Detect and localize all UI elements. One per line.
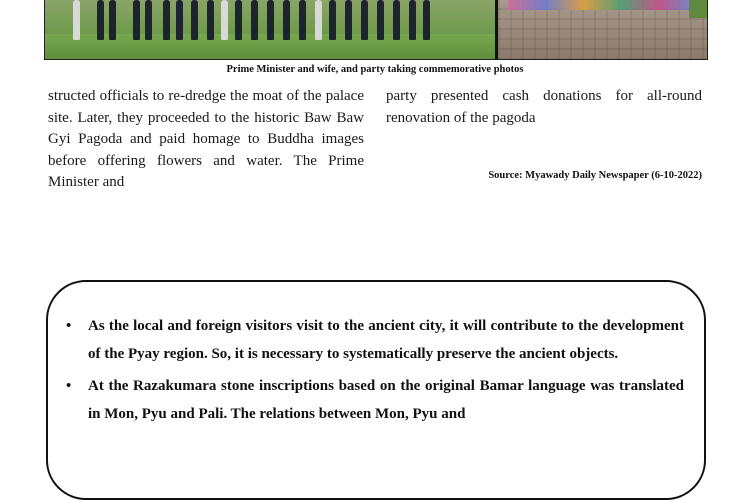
person-figure [267,0,274,40]
photo-strip [44,0,708,60]
person-figure [97,0,104,40]
person-figure [361,0,368,40]
key-points-box [46,280,706,500]
photo-caption: Prime Minister and wife, and party taking commemorative photos [226,64,524,75]
person-figure [329,0,336,40]
list-item [66,312,684,368]
list-item [66,372,684,428]
person-figure [423,0,430,40]
list-item-text: At the Razakumara stone inscriptions based on the original Bamar language was translated in Mon, Pyu and Pali. The relations between Mon, Pyu and [88,378,684,422]
key-points-list [66,312,684,432]
person-figure [299,0,306,40]
bullet-icon: • [66,318,72,334]
group-photo [45,0,495,60]
person-figure [145,0,152,40]
person-figure [221,0,228,40]
body-text-right-column: party presented cash donations for all-round renovation of the pagoda [386,88,702,126]
person-figure [176,0,183,40]
person-figure [235,0,242,40]
pagoda-photo [498,0,707,60]
person-figure [207,0,214,40]
person-figure [73,0,80,40]
person-figure [345,0,352,40]
person-figure [163,0,170,40]
person-figure [393,0,400,40]
bullet-icon: • [66,378,72,394]
list-item-text: As the local and foreign visitors visit to the ancient city, it will contribute to the development of the Pyay region. So, it is necessary to systematically preserve the ancient objects. [88,318,684,362]
person-figure [133,0,140,40]
person-figure [409,0,416,40]
person-figure [191,0,198,40]
person-figure [283,0,290,40]
crowd [508,0,697,10]
person-figure [109,0,116,40]
source-citation: Source: Myawady Daily Newspaper (6-10-2022) [488,170,702,181]
person-figure [315,0,322,40]
hedge [689,0,707,18]
person-figure [377,0,384,40]
person-figure [251,0,258,40]
body-text-left-column: structed officials to re-dredge the moat of the palace site. Later, they proceeded to the historic Baw Baw Gyi Pagoda and paid homage to Buddha images before offering flowers and water. The Prime Minister and [48,88,364,190]
